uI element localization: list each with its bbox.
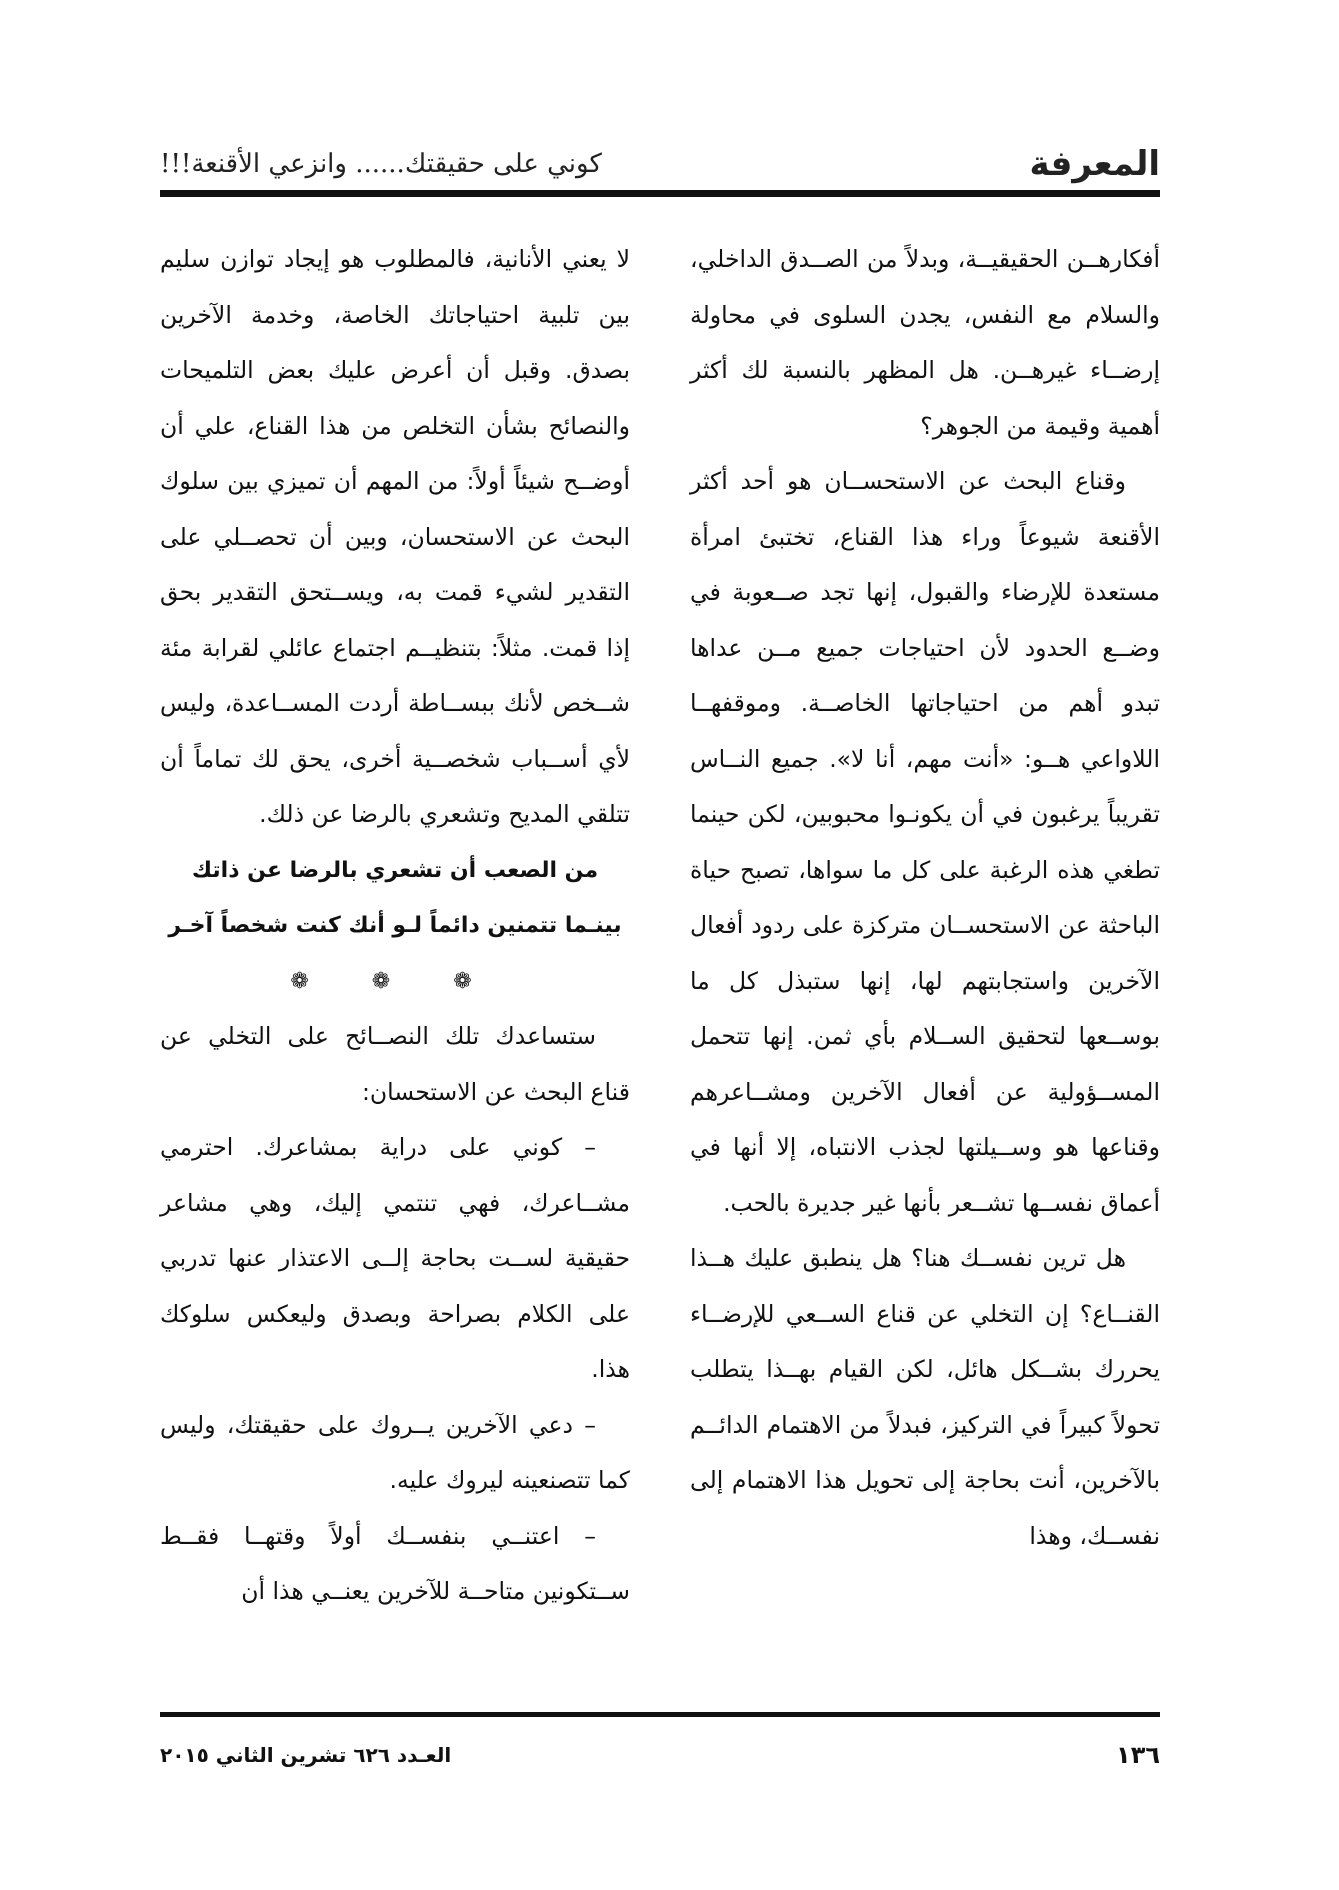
running-title: كوني على حقيقتك...... وانزعي الأقنعة!!! (160, 149, 602, 179)
left-column (160, 232, 630, 1702)
section-separator-icon: ❁ ❁ ❁ (290, 968, 500, 994)
pull-quote-line-2: بينـما تتمنين دائماً لـو أنك كنت شخصاً آخـر (168, 913, 622, 938)
pull-quote-line-1: من الصعب أن تشعري بالرضا عن ذاتك (191, 857, 599, 883)
magazine-logo: المعرفة (1029, 144, 1160, 184)
page-number: ١٣٦ (1116, 1741, 1160, 1769)
tip-item: – كوني على دراية بمشاعرك. احترمي مشــاعرك، فهي تنتمي إليك، وهي مشاعر حقيقية لســت بحاجة إلــى الاعتذار عنها تدربي على الكلام بصراحة وبصدق وليعكس سلوكك هذا. (160, 1133, 630, 1383)
paragraph: هل ترين نفســك هنا؟ هل ينطبق عليك هــذا القنــاع؟ إن التخلي عن قناع الســعي للإرضــاء يحررك بشــكل هائل، لكن القيام بهــذا يتطلب تحولاً كبيراً في التركيز، فبدلاً من الاهتمام الدائــم بالآخرين، أنت بحاجة إلى تحويل هذا الاهتمام إلى نفســك، وهذا (690, 1244, 1160, 1550)
tip-item: – اعتنــي بنفســك أولاً وقتهــا فقــط ســتكونين متاحــة للآخرين يعنــي هذا أن (160, 1521, 630, 1605)
paragraph: لا يعني الأنانية، فالمطلوب هو إيجاد توازن سليم بين تلبية احتياجاتك الخاصة، وخدمة الآخرين بصدق. وقبل أن أعرض عليك بعض التلميحات والنصائح بشأن التخلص من هذا القناع، علي أن أوضــح شيئاً أولاً: من المهم أن تميزي بين سلوك البحث عن الاستحسان، وبين أن تحصــلي على التقدير لشيء قمت به، ويســتحق التقدير بحق إذا قمت. مثلاً: بتنظيــم اجتماع عائلي لقرابة مئة شــخص لأنك ببســاطة أردت المســاعدة، وليس لأي أســباب شخصــية أخرى، يحق لك تماماً أن تتلقي المديح وتشعري بالرضا عن ذلك. (160, 245, 630, 828)
paragraph: أفكارهــن الحقيقيــة، وبدلاً من الصــدق الداخلي، والسلام مع النفس، يجدن السلوى في محاولة إرضــاء غيرهــن. هل المظهر بالنسبة لك أكثر أهمية وقيمة من الجوهر؟ (690, 245, 1160, 440)
footer-rule (160, 1712, 1160, 1717)
tip-item: – دعي الآخرين يــروك على حقيقتك، وليس كما تتصنعينه ليروك عليه. (160, 1410, 630, 1494)
issue-info: العـدد ٦٢٦ تشرين الثاني ٢٠١٥ (160, 1743, 452, 1767)
paragraph: وقناع البحث عن الاستحســان هو أحد أكثر الأقنعة شيوعاً وراء هذا القناع، تختبئ امرأة مستعدة للإرضاء والقبول، إنها تجد صــعوبة في وضــع الحدود لأن احتياجات جميع مــن عداها تبدو أهم من احتياجاتها الخاصــة. وموقفهــا اللاواعي هــو: «أنت مهم، أنا لا». جميع النــاس تقريباً يرغبون في أن يكونـوا محبوبين، لكن حينما تطغي هذه الرغبة على كل ما سواها، تصبح حياة الباحثة عن الاستحســان متركزة على ردود أفعال الآخرين واستجابتهم لها، إنها ستبذل كل ما بوســعها لتحقيق الســلام بأي ثمن. إنها تتحمل المســؤولية عن أفعال الآخرين ومشــاعرهم وقناعها هو وســيلتها لجذب الانتباه، إلا أنها في أعماق نفســها تشــعر بأنها غير جديرة بالحب. (690, 467, 1160, 1217)
header-rule (160, 190, 1160, 197)
tips-intro: ستساعدك تلك النصــائح على التخلي عن قناع البحث عن الاستحسان: (160, 1022, 630, 1106)
right-column (690, 232, 1160, 1702)
footer (160, 1735, 1160, 1775)
header (160, 140, 1160, 188)
